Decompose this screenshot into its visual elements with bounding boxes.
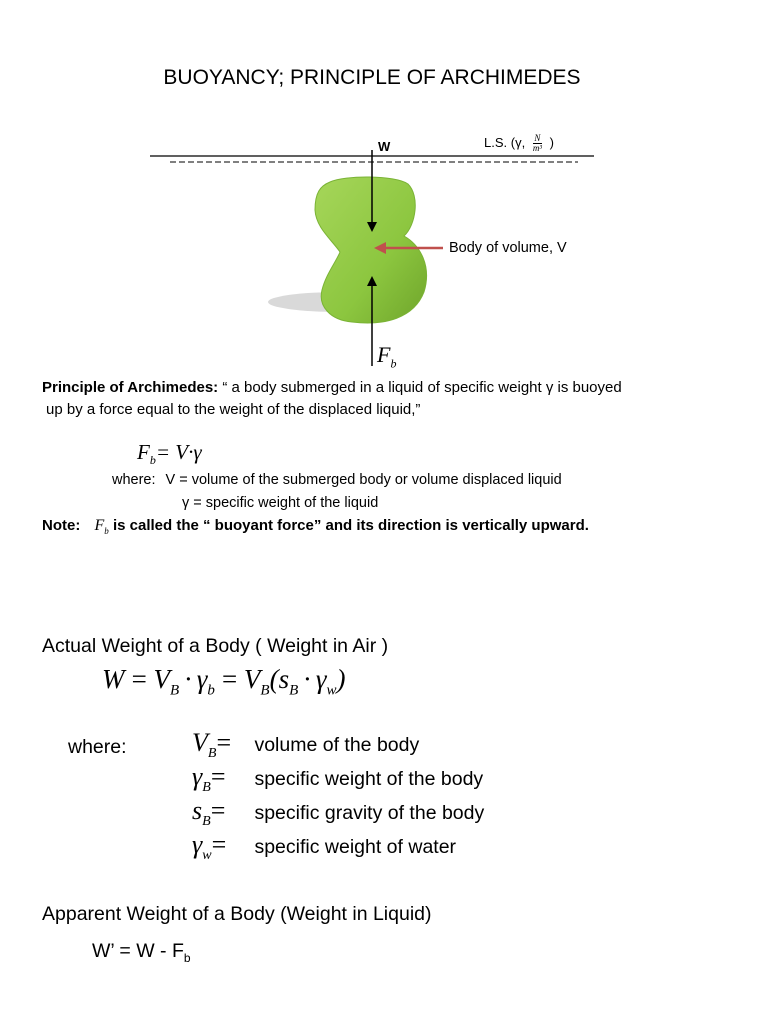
body-volume-label: Body of volume, V	[449, 240, 567, 256]
where-item-volume: $V_B=$ volume of the body	[192, 728, 420, 762]
where-item-specific-weight-body: $\gamma_B=$ specific weight of the body	[192, 762, 484, 796]
buoyancy-diagram	[0, 0, 768, 380]
note-symbol: $F_b$	[94, 517, 109, 537]
ls-unit-denominator: m³	[532, 143, 543, 153]
ls-prefix: L.S. (γ,	[484, 134, 526, 150]
principle-statement-line1: Principle of Archimedes: “ a body submerged in a liquid of specific weight γ is buoyed	[42, 379, 622, 396]
apparent-weight-formula: W’ = W - $F_b$	[92, 940, 191, 965]
actual-where-label: where:	[68, 736, 127, 758]
actual-where-list	[192, 728, 484, 864]
apparent-weight-heading: Apparent Weight of a Body (Weight in Liquid)	[42, 903, 432, 925]
actual-weight-heading: Actual Weight of a Body ( Weight in Air )	[42, 635, 389, 657]
ls-unit-numerator: N	[534, 133, 541, 143]
principle-heading: Principle of Archimedes:	[42, 379, 219, 396]
weight-label: W	[378, 139, 391, 154]
where-item-specific-gravity: $s_B=$ specific gravity of the body	[192, 796, 485, 830]
note-label: Note:	[42, 517, 81, 534]
principle-statement-line2: up by a force equal to the weight of the displaced liquid,”	[46, 401, 421, 418]
buoyant-force-label: $F_b$	[377, 342, 397, 371]
where-item-specific-weight-water: $\gamma_w=$ specific weight of water	[192, 830, 457, 864]
actual-weight-formula: $W = V_B \cdot \gamma_b = V_B(s_B \cdot \gamma_w)$	[102, 664, 346, 699]
where-volume-line: where: V = volume of the submerged body or volume displaced liquid	[112, 472, 562, 488]
liquid-surface-label	[484, 134, 554, 153]
page-title: BUOYANCY; PRINCIPLE OF ARCHIMEDES	[163, 66, 581, 89]
submerged-body-shape	[315, 177, 427, 323]
where-label: where:	[112, 472, 156, 488]
where-gamma-line: γ = specific weight of the liquid	[182, 495, 379, 511]
buoyancy-formula: $F_b= V\cdot\gamma$	[137, 440, 202, 468]
note-line: Note: $F_b$ is called the “ buoyant force” and its direction is vertically upward.	[42, 517, 589, 537]
ls-suffix: )	[549, 134, 554, 150]
